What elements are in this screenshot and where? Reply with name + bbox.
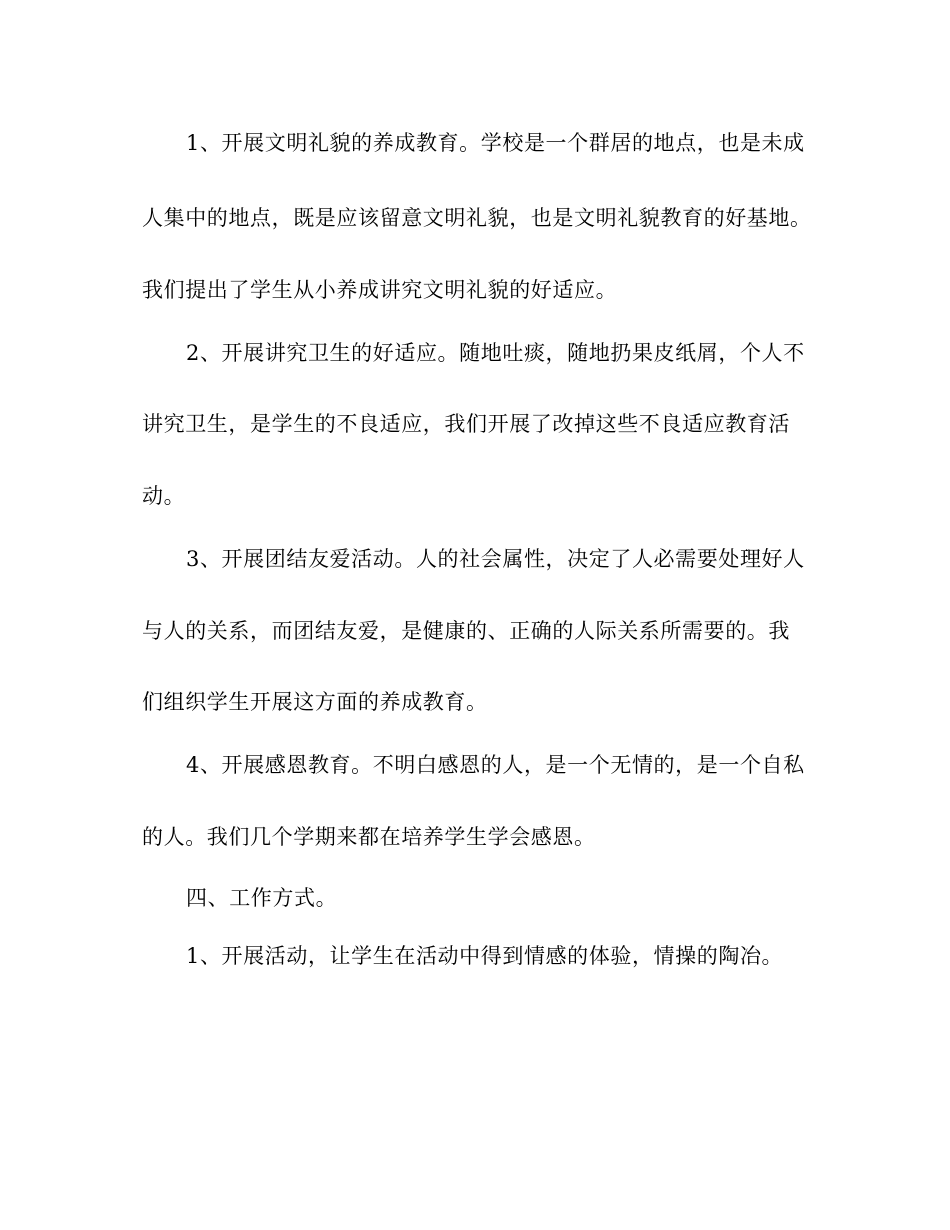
paragraph-2-line-3: 动。 <box>142 484 186 508</box>
paragraph-1-line-2: 人集中的地点，既是应该留意文明礼貌，也是文明礼貌教育的好基地。 <box>142 206 812 230</box>
paragraph-2-line-2: 讲究卫生，是学生的不良适应，我们开展了改掉这些不良适应教育活 <box>142 412 790 436</box>
paragraph-3-line-1: 3、开展团结友爱活动。人的社会属性，决定了人必需要处理好人 <box>186 547 805 571</box>
paragraph-1-line-3: 我们提出了学生从小养成讲究文明礼貌的好适应。 <box>142 278 618 302</box>
paragraph-1-line-1: 1、开展文明礼貌的养成教育。学校是一个群居的地点，也是未成 <box>186 131 805 155</box>
paragraph-3-line-3: 们组织学生开展这方面的养成教育。 <box>142 690 488 714</box>
paragraph-2-line-1: 2、开展讲究卫生的好适应。随地吐痰，随地扔果皮纸屑，个人不 <box>186 341 805 365</box>
section-heading-work-method: 四、工作方式。 <box>186 886 338 910</box>
paragraph-3-line-2: 与人的关系，而团结友爱，是健康的、正确的人际关系所需要的。我 <box>142 619 790 643</box>
paragraph-4-line-1: 4、开展感恩教育。不明白感恩的人，是一个无情的，是一个自私 <box>186 753 805 777</box>
paragraph-5-line-1: 1、开展活动，让学生在活动中得到情感的体验，情操的陶冶。 <box>186 944 784 968</box>
paragraph-4-line-2: 的人。我们几个学期来都在培养学生学会感恩。 <box>142 825 596 849</box>
